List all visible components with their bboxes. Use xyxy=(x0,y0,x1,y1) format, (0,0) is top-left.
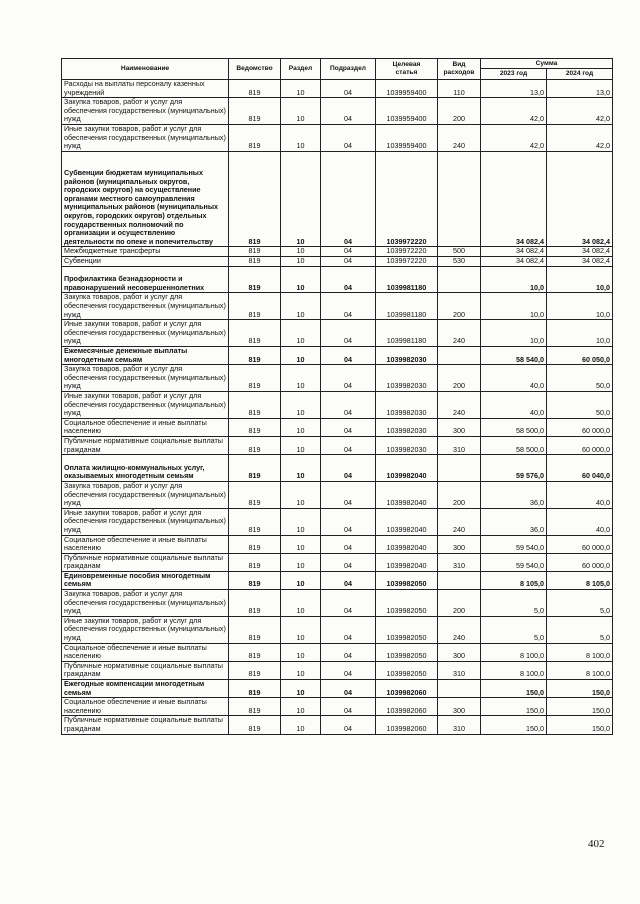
header-expense-type: Вид расходов xyxy=(438,59,481,80)
row-section: 10 xyxy=(281,247,321,257)
row-amount-2024: 60 040,0 xyxy=(547,455,613,482)
row-name: Ежегодные компенсации многодетным семьям xyxy=(62,680,229,698)
row-target-article: 1039981180 xyxy=(376,293,438,320)
row-target-article: 1039982030 xyxy=(376,391,438,418)
row-amount-2024: 50,0 xyxy=(547,365,613,392)
row-target-article: 1039982030 xyxy=(376,346,438,364)
row-subsection: 04 xyxy=(321,418,376,436)
table-row xyxy=(62,266,613,293)
row-amount-2023: 40,0 xyxy=(481,365,547,392)
row-amount-2023: 58 500,0 xyxy=(481,436,547,454)
header-year-2023: 2023 год xyxy=(481,69,547,80)
row-amount-2023: 36,0 xyxy=(481,481,547,508)
row-target-article: 1039982030 xyxy=(376,365,438,392)
row-amount-2024: 8 100,0 xyxy=(547,643,613,661)
row-name: Публичные нормативные социальные выплаты гражданам xyxy=(62,661,229,679)
row-name: Публичные нормативные социальные выплаты гражданам xyxy=(62,436,229,454)
row-amount-2023: 59 540,0 xyxy=(481,535,547,553)
row-target-article: 1039981180 xyxy=(376,266,438,293)
row-subsection: 04 xyxy=(321,320,376,347)
row-name: Социальное обеспечение и иные выплаты населению xyxy=(62,698,229,716)
table-row xyxy=(62,346,613,364)
row-section: 10 xyxy=(281,293,321,320)
table-row xyxy=(62,320,613,347)
row-section: 10 xyxy=(281,256,321,266)
header-name: Наименование xyxy=(62,59,229,80)
row-target-article: 1039982040 xyxy=(376,455,438,482)
row-subsection: 04 xyxy=(321,455,376,482)
row-subsection: 04 xyxy=(321,436,376,454)
row-expense-type: 300 xyxy=(438,418,481,436)
row-section: 10 xyxy=(281,481,321,508)
row-amount-2024: 34 082,4 xyxy=(547,151,613,247)
row-section: 10 xyxy=(281,418,321,436)
row-target-article: 1039982050 xyxy=(376,590,438,617)
row-amount-2023: 40,0 xyxy=(481,391,547,418)
row-name: Закупка товаров, работ и услуг для обеспечения государственных (муниципальных) нужд xyxy=(62,481,229,508)
row-target-article: 1039981180 xyxy=(376,320,438,347)
row-dept: 819 xyxy=(229,266,281,293)
row-name: Субвенции xyxy=(62,256,229,266)
row-name: Оплата жилищно-коммунальных услуг, оказываемых многодетным семьям xyxy=(62,455,229,482)
row-expense-type xyxy=(438,571,481,589)
row-subsection: 04 xyxy=(321,553,376,571)
row-dept: 819 xyxy=(229,98,281,125)
row-amount-2024: 42,0 xyxy=(547,98,613,125)
row-expense-type: 200 xyxy=(438,98,481,125)
row-section: 10 xyxy=(281,616,321,643)
row-section: 10 xyxy=(281,535,321,553)
row-target-article: 1039982040 xyxy=(376,508,438,535)
row-dept: 819 xyxy=(229,293,281,320)
row-subsection: 04 xyxy=(321,643,376,661)
row-target-article: 1039982060 xyxy=(376,680,438,698)
row-subsection: 04 xyxy=(321,680,376,698)
header-target-article: Целевая статья xyxy=(376,59,438,80)
row-expense-type: 310 xyxy=(438,436,481,454)
table-row xyxy=(62,680,613,698)
row-expense-type: 310 xyxy=(438,716,481,734)
row-section: 10 xyxy=(281,391,321,418)
row-expense-type: 300 xyxy=(438,643,481,661)
row-dept: 819 xyxy=(229,508,281,535)
row-target-article: 1039982050 xyxy=(376,616,438,643)
row-name: Закупка товаров, работ и услуг для обеспечения государственных (муниципальных) нужд xyxy=(62,293,229,320)
row-subsection: 04 xyxy=(321,256,376,266)
row-amount-2024: 40,0 xyxy=(547,481,613,508)
row-dept: 819 xyxy=(229,365,281,392)
row-amount-2024: 50,0 xyxy=(547,391,613,418)
row-subsection: 04 xyxy=(321,616,376,643)
row-target-article: 1039982060 xyxy=(376,698,438,716)
row-target-article: 1039982060 xyxy=(376,716,438,734)
row-amount-2023: 59 540,0 xyxy=(481,553,547,571)
row-section: 10 xyxy=(281,124,321,151)
table-row xyxy=(62,508,613,535)
row-amount-2023: 34 082,4 xyxy=(481,247,547,257)
row-expense-type: 300 xyxy=(438,698,481,716)
table-row xyxy=(62,716,613,734)
row-expense-type xyxy=(438,151,481,247)
row-expense-type: 200 xyxy=(438,293,481,320)
row-subsection: 04 xyxy=(321,365,376,392)
row-amount-2024: 10,0 xyxy=(547,293,613,320)
row-dept: 819 xyxy=(229,256,281,266)
row-target-article: 1039972220 xyxy=(376,247,438,257)
row-section: 10 xyxy=(281,716,321,734)
row-subsection: 04 xyxy=(321,535,376,553)
row-amount-2024: 10,0 xyxy=(547,320,613,347)
row-name: Субвенции бюджетам муниципальных районов (муниципальных округов, городских округов) на осуществление органами местного самоуправления муниципальных районов (муниципальных округов, городских округов) отдельных государственных полномочий по организации и осуществлению деятельности по опеке и попечительству xyxy=(62,151,229,247)
row-name: Иные закупки товаров, работ и услуг для обеспечения государственных (муниципальных) нужд xyxy=(62,616,229,643)
table-row xyxy=(62,590,613,617)
table-row xyxy=(62,391,613,418)
header-subsection: Подраздел xyxy=(321,59,376,80)
table-row xyxy=(62,616,613,643)
row-amount-2024: 8 100,0 xyxy=(547,661,613,679)
row-target-article: 1039982050 xyxy=(376,643,438,661)
row-target-article: 1039972220 xyxy=(376,151,438,247)
row-amount-2024: 34 082,4 xyxy=(547,247,613,257)
row-amount-2023: 5,0 xyxy=(481,590,547,617)
row-amount-2023: 36,0 xyxy=(481,508,547,535)
row-expense-type: 300 xyxy=(438,535,481,553)
row-expense-type: 310 xyxy=(438,661,481,679)
row-expense-type xyxy=(438,455,481,482)
row-subsection: 04 xyxy=(321,391,376,418)
row-name: Иные закупки товаров, работ и услуг для обеспечения государственных (муниципальных) нужд xyxy=(62,124,229,151)
row-amount-2024: 60 000,0 xyxy=(547,418,613,436)
header-year-2024: 2024 год xyxy=(547,69,613,80)
row-section: 10 xyxy=(281,661,321,679)
row-subsection: 04 xyxy=(321,571,376,589)
table-row xyxy=(62,535,613,553)
row-name: Закупка товаров, работ и услуг для обеспечения государственных (муниципальных) нужд xyxy=(62,98,229,125)
table-header xyxy=(62,59,613,80)
row-amount-2023: 34 082,4 xyxy=(481,151,547,247)
row-expense-type: 240 xyxy=(438,508,481,535)
row-target-article: 1039982030 xyxy=(376,436,438,454)
row-section: 10 xyxy=(281,571,321,589)
row-name: Иные закупки товаров, работ и услуг для обеспечения государственных (муниципальных) нужд xyxy=(62,320,229,347)
row-expense-type: 240 xyxy=(438,616,481,643)
row-dept: 819 xyxy=(229,124,281,151)
table-row xyxy=(62,455,613,482)
row-subsection: 04 xyxy=(321,80,376,98)
table-row xyxy=(62,365,613,392)
row-dept: 819 xyxy=(229,716,281,734)
row-dept: 819 xyxy=(229,535,281,553)
row-dept: 819 xyxy=(229,661,281,679)
row-subsection: 04 xyxy=(321,508,376,535)
row-target-article: 1039959400 xyxy=(376,124,438,151)
row-section: 10 xyxy=(281,365,321,392)
row-expense-type: 110 xyxy=(438,80,481,98)
row-dept: 819 xyxy=(229,616,281,643)
row-section: 10 xyxy=(281,643,321,661)
row-dept: 819 xyxy=(229,436,281,454)
row-name: Межбюджетные трансферты xyxy=(62,247,229,257)
row-amount-2024: 42,0 xyxy=(547,124,613,151)
table-row xyxy=(62,481,613,508)
table-row xyxy=(62,661,613,679)
row-amount-2023: 10,0 xyxy=(481,293,547,320)
row-section: 10 xyxy=(281,320,321,347)
table-row xyxy=(62,553,613,571)
table-row xyxy=(62,98,613,125)
row-target-article: 1039959400 xyxy=(376,98,438,125)
row-expense-type xyxy=(438,266,481,293)
row-name: Ежемесячные денежные выплаты многодетным семьям xyxy=(62,346,229,364)
row-subsection: 04 xyxy=(321,481,376,508)
row-subsection: 04 xyxy=(321,151,376,247)
row-section: 10 xyxy=(281,590,321,617)
row-section: 10 xyxy=(281,436,321,454)
row-amount-2023: 42,0 xyxy=(481,98,547,125)
row-expense-type: 200 xyxy=(438,590,481,617)
row-amount-2023: 10,0 xyxy=(481,320,547,347)
row-amount-2024: 150,0 xyxy=(547,698,613,716)
row-expense-type: 200 xyxy=(438,365,481,392)
row-target-article: 1039982050 xyxy=(376,661,438,679)
row-name: Публичные нормативные социальные выплаты гражданам xyxy=(62,716,229,734)
row-subsection: 04 xyxy=(321,266,376,293)
row-section: 10 xyxy=(281,151,321,247)
row-expense-type xyxy=(438,346,481,364)
row-dept: 819 xyxy=(229,698,281,716)
row-amount-2024: 150,0 xyxy=(547,680,613,698)
row-name: Закупка товаров, работ и услуг для обеспечения государственных (муниципальных) нужд xyxy=(62,590,229,617)
row-subsection: 04 xyxy=(321,661,376,679)
row-dept: 819 xyxy=(229,391,281,418)
row-expense-type: 240 xyxy=(438,124,481,151)
row-name: Иные закупки товаров, работ и услуг для обеспечения государственных (муниципальных) нужд xyxy=(62,508,229,535)
row-amount-2024: 5,0 xyxy=(547,590,613,617)
row-name: Закупка товаров, работ и услуг для обеспечения государственных (муниципальных) нужд xyxy=(62,365,229,392)
row-amount-2023: 59 576,0 xyxy=(481,455,547,482)
row-name: Единовременные пособия многодетным семьям xyxy=(62,571,229,589)
row-amount-2024: 60 000,0 xyxy=(547,553,613,571)
row-expense-type: 240 xyxy=(438,391,481,418)
table-row xyxy=(62,418,613,436)
row-section: 10 xyxy=(281,98,321,125)
row-target-article: 1039982050 xyxy=(376,571,438,589)
row-subsection: 04 xyxy=(321,124,376,151)
row-section: 10 xyxy=(281,346,321,364)
table-row xyxy=(62,293,613,320)
row-amount-2023: 34 082,4 xyxy=(481,256,547,266)
header-section: Раздел xyxy=(281,59,321,80)
row-amount-2023: 8 105,0 xyxy=(481,571,547,589)
row-name: Расходы на выплаты персоналу казенных учреждений xyxy=(62,80,229,98)
row-amount-2023: 8 100,0 xyxy=(481,661,547,679)
row-expense-type: 310 xyxy=(438,553,481,571)
row-dept: 819 xyxy=(229,481,281,508)
table-row xyxy=(62,151,613,247)
row-dept: 819 xyxy=(229,553,281,571)
table-row xyxy=(62,247,613,257)
row-name: Социальное обеспечение и иные выплаты населению xyxy=(62,418,229,436)
row-name: Социальное обеспечение и иные выплаты населению xyxy=(62,535,229,553)
row-dept: 819 xyxy=(229,590,281,617)
row-subsection: 04 xyxy=(321,247,376,257)
row-section: 10 xyxy=(281,698,321,716)
row-section: 10 xyxy=(281,455,321,482)
row-amount-2024: 8 105,0 xyxy=(547,571,613,589)
row-expense-type xyxy=(438,680,481,698)
row-dept: 819 xyxy=(229,247,281,257)
row-target-article: 1039982040 xyxy=(376,481,438,508)
row-amount-2023: 8 100,0 xyxy=(481,643,547,661)
row-amount-2024: 60 000,0 xyxy=(547,436,613,454)
page-number: 402 xyxy=(588,838,605,850)
row-name: Иные закупки товаров, работ и услуг для обеспечения государственных (муниципальных) нужд xyxy=(62,391,229,418)
row-section: 10 xyxy=(281,266,321,293)
row-expense-type: 530 xyxy=(438,256,481,266)
row-amount-2024: 10,0 xyxy=(547,266,613,293)
row-dept: 819 xyxy=(229,80,281,98)
row-amount-2023: 42,0 xyxy=(481,124,547,151)
row-amount-2023: 10,0 xyxy=(481,266,547,293)
row-dept: 819 xyxy=(229,151,281,247)
row-name: Социальное обеспечение и иные выплаты населению xyxy=(62,643,229,661)
row-amount-2023: 13,0 xyxy=(481,80,547,98)
row-section: 10 xyxy=(281,553,321,571)
row-expense-type: 500 xyxy=(438,247,481,257)
row-subsection: 04 xyxy=(321,346,376,364)
row-name: Профилактика безнадзорности и правонарушений несовершеннолетних xyxy=(62,266,229,293)
table-row xyxy=(62,124,613,151)
table-row xyxy=(62,571,613,589)
row-dept: 819 xyxy=(229,455,281,482)
row-target-article: 1039959400 xyxy=(376,80,438,98)
row-subsection: 04 xyxy=(321,698,376,716)
row-amount-2023: 58 500,0 xyxy=(481,418,547,436)
row-dept: 819 xyxy=(229,418,281,436)
row-expense-type: 240 xyxy=(438,320,481,347)
header-sum: Сумма xyxy=(481,59,613,69)
row-amount-2023: 150,0 xyxy=(481,698,547,716)
row-subsection: 04 xyxy=(321,590,376,617)
row-target-article: 1039972220 xyxy=(376,256,438,266)
row-target-article: 1039982030 xyxy=(376,418,438,436)
table-row xyxy=(62,436,613,454)
row-amount-2024: 150,0 xyxy=(547,716,613,734)
table-body xyxy=(62,80,613,735)
row-section: 10 xyxy=(281,508,321,535)
row-subsection: 04 xyxy=(321,293,376,320)
row-section: 10 xyxy=(281,80,321,98)
row-target-article: 1039982040 xyxy=(376,535,438,553)
row-amount-2024: 40,0 xyxy=(547,508,613,535)
row-name: Публичные нормативные социальные выплаты гражданам xyxy=(62,553,229,571)
row-subsection: 04 xyxy=(321,98,376,125)
row-amount-2023: 58 540,0 xyxy=(481,346,547,364)
row-amount-2023: 5,0 xyxy=(481,616,547,643)
row-dept: 819 xyxy=(229,643,281,661)
budget-table xyxy=(61,58,613,735)
header-dept: Ведомство xyxy=(229,59,281,80)
row-dept: 819 xyxy=(229,680,281,698)
row-amount-2024: 34 082,4 xyxy=(547,256,613,266)
row-amount-2024: 5,0 xyxy=(547,616,613,643)
table-row xyxy=(62,80,613,98)
row-dept: 819 xyxy=(229,346,281,364)
row-target-article: 1039982040 xyxy=(376,553,438,571)
table-row xyxy=(62,698,613,716)
row-subsection: 04 xyxy=(321,716,376,734)
row-amount-2024: 60 050,0 xyxy=(547,346,613,364)
table-row xyxy=(62,256,613,266)
table-row xyxy=(62,643,613,661)
row-amount-2024: 13,0 xyxy=(547,80,613,98)
row-amount-2023: 150,0 xyxy=(481,716,547,734)
row-dept: 819 xyxy=(229,571,281,589)
row-amount-2023: 150,0 xyxy=(481,680,547,698)
row-dept: 819 xyxy=(229,320,281,347)
row-expense-type: 200 xyxy=(438,481,481,508)
row-amount-2024: 60 000,0 xyxy=(547,535,613,553)
row-section: 10 xyxy=(281,680,321,698)
